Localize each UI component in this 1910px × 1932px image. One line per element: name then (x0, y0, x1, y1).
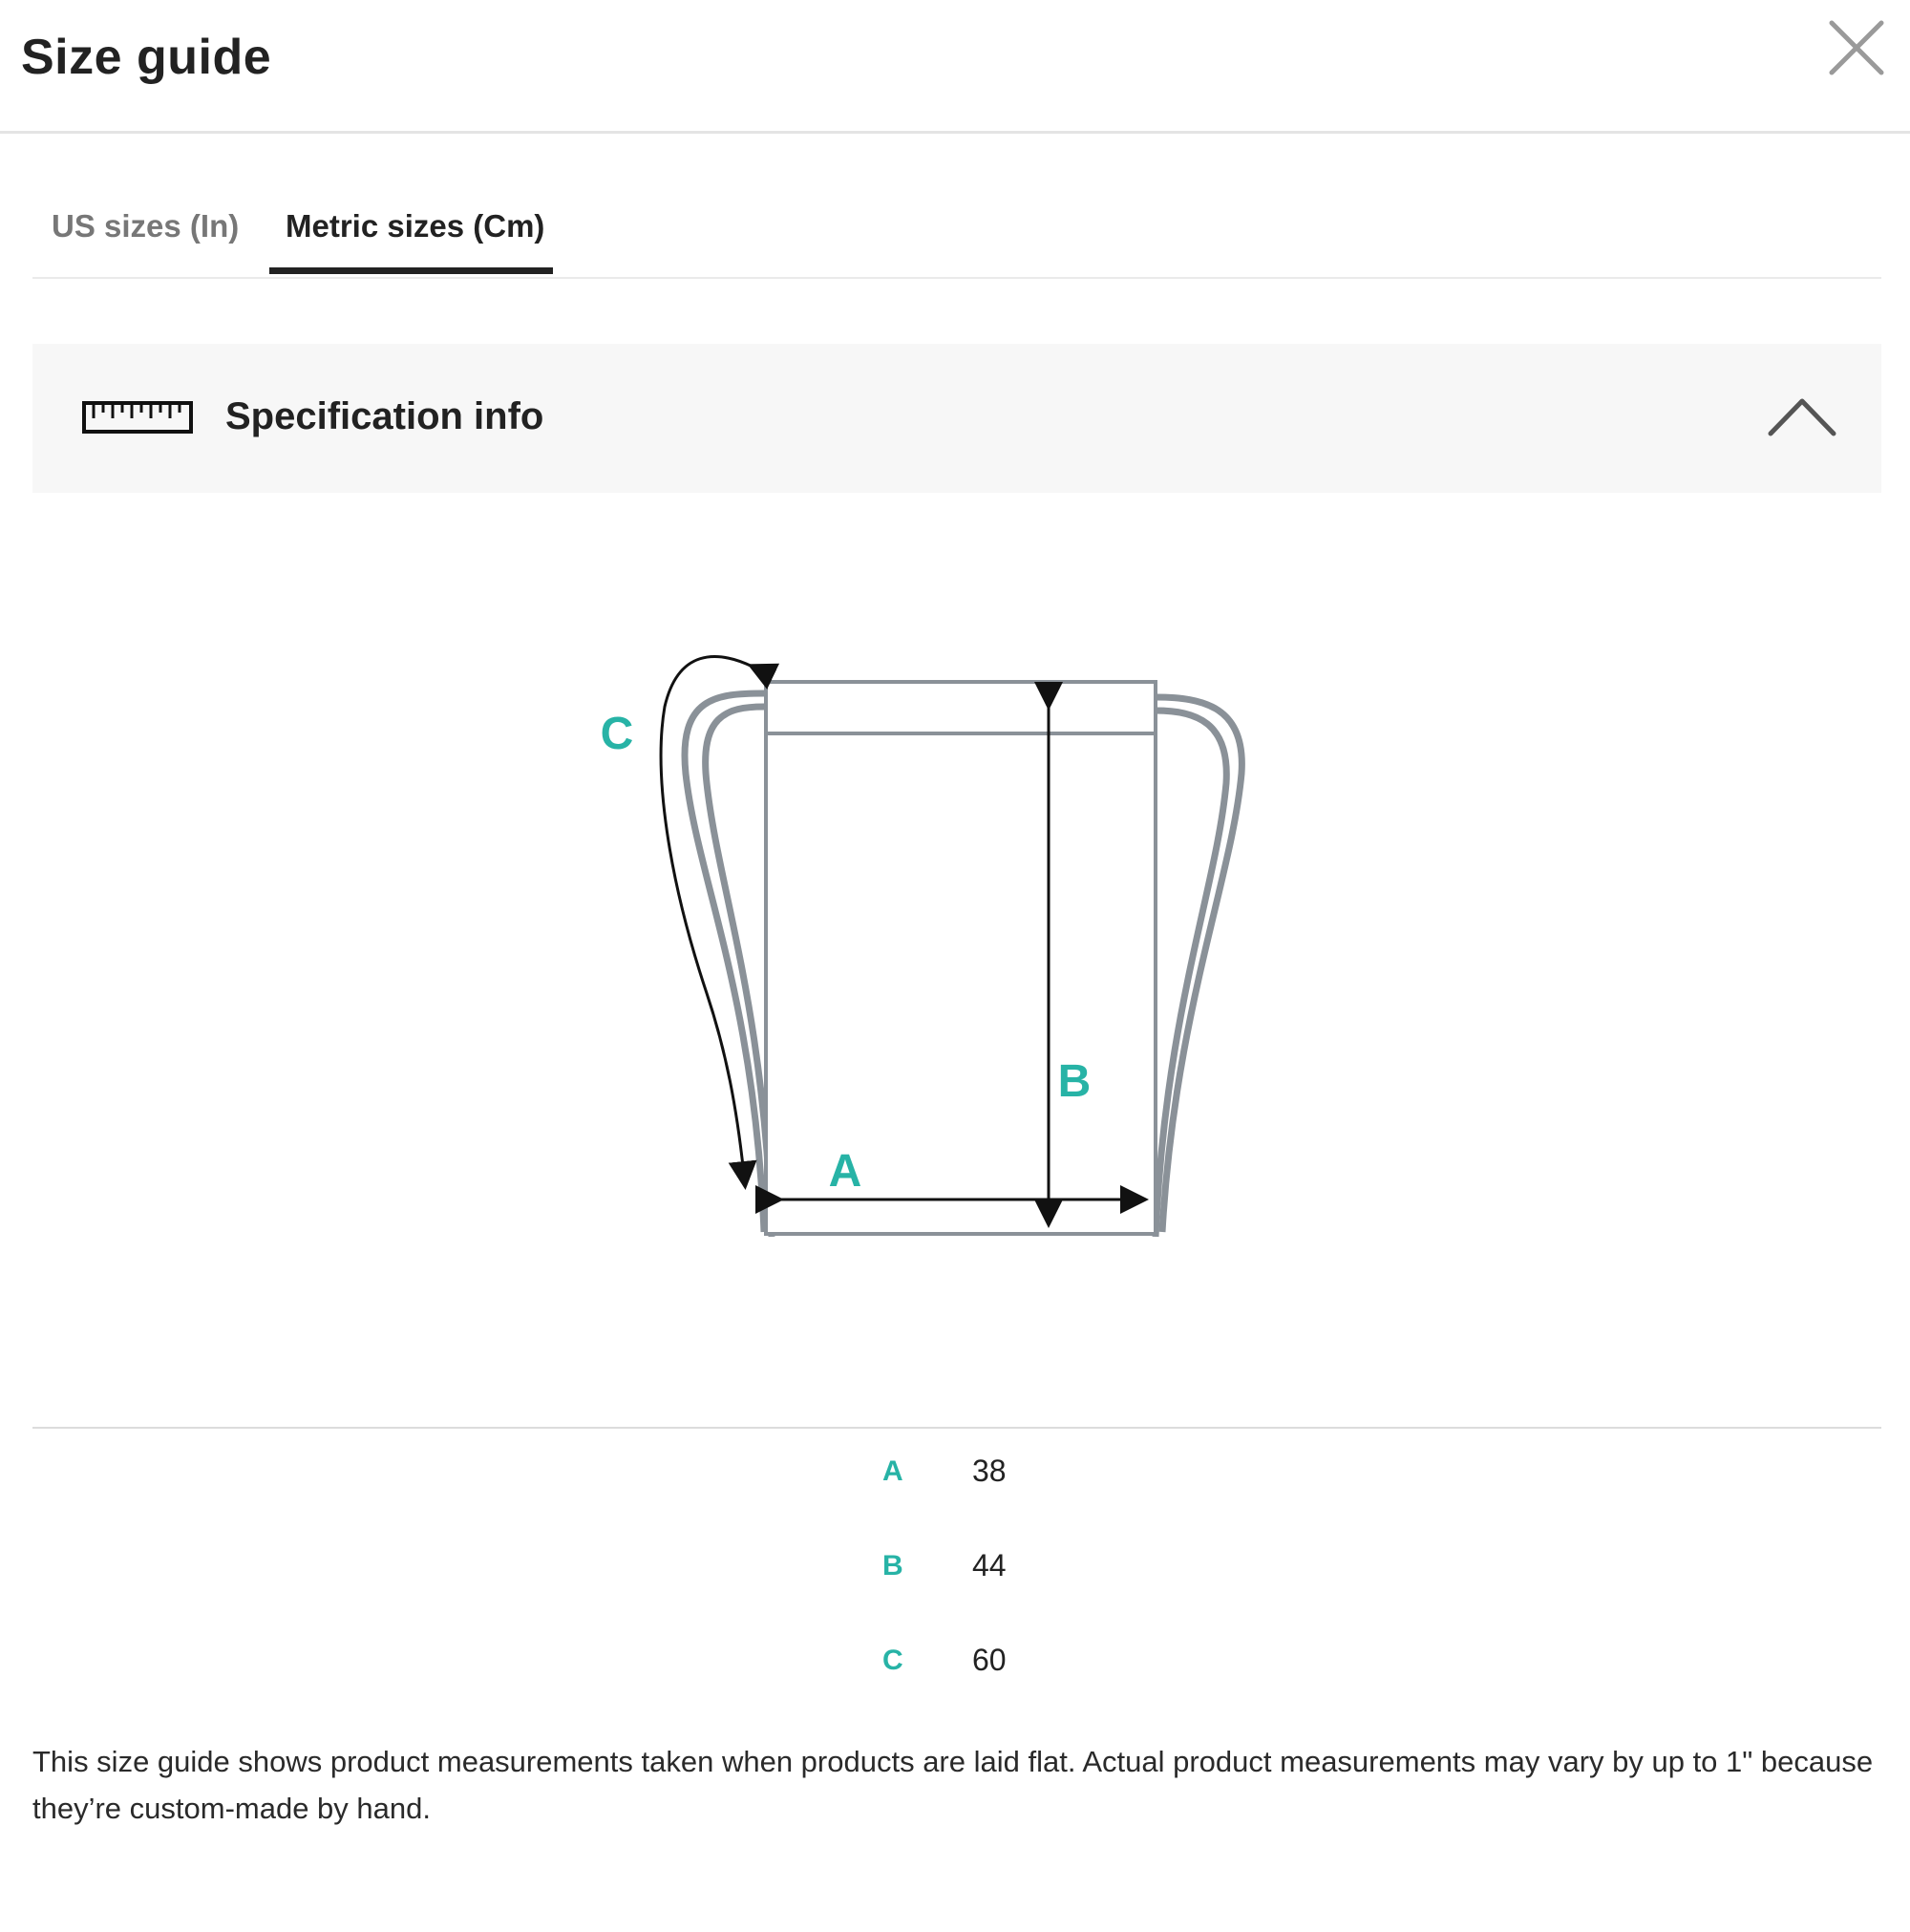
measurement-value: 38 (972, 1454, 1007, 1488)
unit-tabs (32, 191, 1881, 279)
tab-us-sizes[interactable]: US sizes (In) (52, 208, 240, 244)
specification-info-toggle[interactable] (32, 344, 1881, 493)
modal-title: Size guide (21, 30, 272, 85)
bag-body (766, 682, 1156, 1234)
measurement-row (860, 1550, 1242, 1598)
measurement-row (860, 1645, 1242, 1692)
tab-metric-sizes[interactable]: Metric sizes (Cm) (286, 208, 545, 244)
drawstring-bag-diagram (573, 630, 1280, 1261)
measurement-value: 44 (972, 1548, 1007, 1582)
measurements-divider (32, 1427, 1881, 1429)
diagram-label-c: C (600, 709, 634, 759)
modal-header (0, 0, 1910, 134)
measurement-row (860, 1455, 1242, 1503)
active-tab-indicator (269, 267, 553, 274)
close-icon[interactable] (1826, 17, 1887, 78)
measurement-value: 60 (972, 1643, 1007, 1677)
measurement-label: C (882, 1645, 903, 1676)
right-drawstring (1156, 697, 1242, 1237)
measurement-label: A (882, 1455, 903, 1487)
specification-info-title: Specification info (225, 395, 544, 437)
ruler-icon (82, 401, 193, 434)
chevron-up-icon[interactable] (1767, 392, 1837, 439)
diagram-label-b: B (1057, 1056, 1092, 1107)
size-guide-note: This size guide shows product measurements taken when products are laid flat. Actual product measurements may vary by up to 1" because they’re custom-made by hand. (32, 1745, 1874, 1825)
diagram-label-a: A (828, 1146, 862, 1197)
measurement-label: B (882, 1550, 903, 1582)
